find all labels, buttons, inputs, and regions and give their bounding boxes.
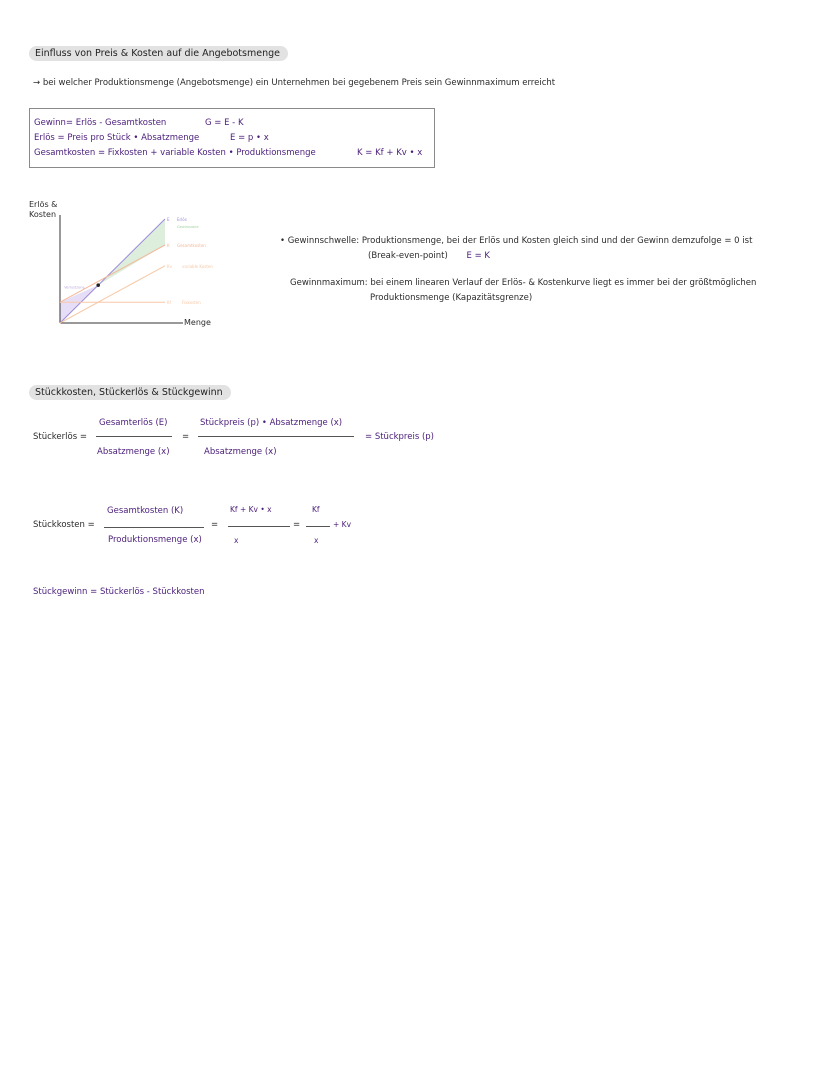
gewinnschwelle-row (280, 236, 752, 246)
section-title-stueck: Stückkosten, Stückerlös & Stückgewinn (29, 385, 231, 400)
stueckerloes-rhs: = Stückpreis (p) (365, 432, 434, 442)
chart-ylabel-line1: Erlös & (29, 200, 58, 209)
stueckkosten-eq2: = (293, 520, 301, 530)
fraction-line (306, 526, 330, 527)
stueckkosten-den1: Produktionsmenge (x) (108, 535, 202, 545)
stueckkosten-lhs: Stückkosten = (33, 520, 95, 530)
intro-text: → bei welcher Produktionsmenge (Angebotsmenge) ein Unternehmen bei gegebenem Preis sein Gewinnmaximum erreicht (33, 78, 556, 88)
formula-gewinn-text: Gewinn= Erlös - Gesamtkosten (34, 118, 167, 128)
break-even-label: (Break-even-point) (368, 251, 448, 261)
stueckkosten-den2: x (234, 536, 239, 545)
bullet-icon: • (280, 236, 286, 246)
stueckerloes-lhs: Stückerlös = (33, 432, 87, 442)
fraction-line (96, 436, 172, 437)
section-title-angebotsmenge: Einfluss von Preis & Kosten auf die Angebotsmenge (29, 46, 288, 61)
stueckgewinn-formula: Stückgewinn = Stückerlös - Stückkosten (33, 587, 205, 597)
stueckkosten-den3: x (314, 536, 319, 545)
series-name-kv: variable Kosten (182, 263, 213, 269)
cost-revenue-chart (40, 205, 240, 335)
series-symbol-kv: Kv (167, 263, 172, 269)
formula-box (29, 108, 435, 168)
gewinnschwelle-sub (368, 251, 490, 261)
series-symbol-e: E (167, 217, 170, 222)
chart-ylabel-line2: Kosten (29, 210, 57, 219)
formula-erloes-text: Erlös = Preis pro Stück • Absatzmenge (34, 133, 200, 143)
series-symbol-k: K (167, 243, 170, 248)
stueckkosten-num3: Kf (312, 505, 320, 514)
gewinnzone-label: Gewinnzone (177, 225, 199, 229)
formula-gesamtkosten-text: Gesamtkosten = Fixkosten + variable Kosten • Produktionsmenge (34, 148, 316, 158)
gewinnschwelle-label: Gewinnschwelle: (287, 236, 360, 246)
break-even-formula: E = K (466, 251, 491, 261)
stueckerloes-num2: Stückpreis (p) • Absatzmenge (x) (200, 418, 343, 428)
gewinnmaximum-row (290, 278, 756, 288)
break-even-point (96, 283, 100, 287)
stueckkosten-num1: Gesamtkosten (K) (107, 506, 184, 516)
series-line-k (60, 245, 165, 302)
series-symbol-kf: Kf (167, 300, 172, 306)
series-name-e: Erlös (177, 217, 187, 222)
fraction-line (198, 436, 354, 437)
stueckkosten-num2: Kf + Kv • x (230, 505, 272, 514)
stueckerloes-den2: Absatzmenge (x) (204, 447, 277, 457)
formula-erloes-symbol: E = p • x (230, 133, 269, 143)
stueckerloes-eq: = (182, 432, 190, 442)
gewinnschwelle-text: Produktionsmenge, bei der Erlös und Kosten gleich sind und der Gewinn demzufolge = 0 ist (361, 236, 753, 246)
series-line-e (60, 219, 165, 323)
verlustzone-label: Verlustzone (64, 285, 85, 290)
series-name-k: Gesamtkosten (177, 243, 206, 248)
stueckkosten-rhs: + Kv (333, 520, 352, 529)
gewinnmaximum-sub: Produktionsmenge (Kapazitätsgrenze) (370, 293, 533, 303)
formula-gewinn-symbol: G = E - K (205, 118, 244, 128)
stueckerloes-den1: Absatzmenge (x) (97, 447, 170, 457)
gewinnmaximum-text: bei einem linearen Verlauf der Erlös- & Kostenkurve liegt es immer bei der größtmöglichen (370, 278, 757, 288)
fraction-line (228, 526, 290, 527)
formula-gesamtkosten-symbol: K = Kf + Kv • x (357, 148, 423, 158)
stueckkosten-eq1: = (211, 520, 219, 530)
gewinnmaximum-label: Gewinnmaximum: (290, 278, 368, 288)
series-name-kf: Fixkosten (182, 300, 201, 306)
chart-xlabel: Menge (184, 318, 211, 327)
stueckerloes-num1: Gesamterlös (E) (99, 418, 168, 428)
fraction-line (104, 527, 204, 528)
